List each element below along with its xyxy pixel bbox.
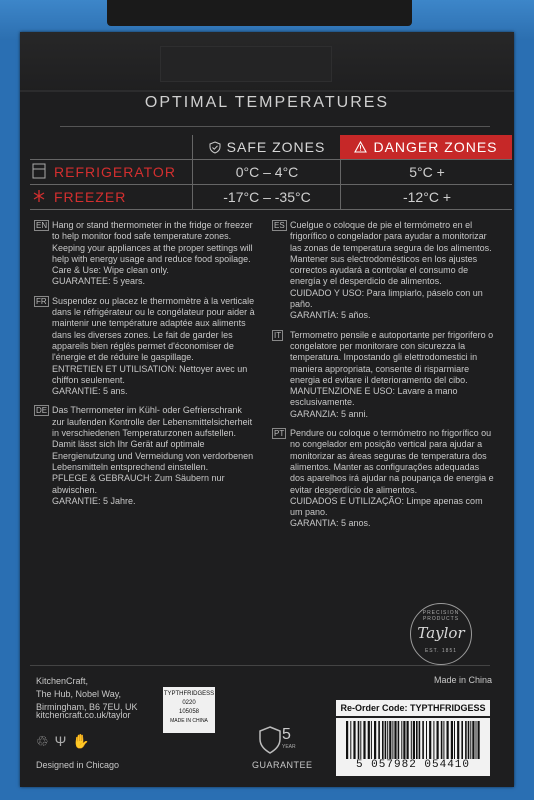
- row-label: REFRIGERATOR: [54, 164, 176, 180]
- guarantee-text: GARANTIE: 5 ans.: [52, 386, 128, 397]
- recycling-symbols: [36, 733, 90, 750]
- barcode-bar: [443, 721, 444, 759]
- warning-icon: [354, 141, 367, 153]
- instruction-block: [34, 296, 256, 398]
- origin-text: MADE IN CHINA: [170, 718, 208, 724]
- barcode-bar: [476, 721, 477, 759]
- care-text: CUIDADOS E UTILIZAÇÃO: Limpe apenas com um pano.: [290, 495, 483, 518]
- barcode-bar: [353, 721, 355, 759]
- barcode-bar: [401, 721, 402, 759]
- barcode-bar: [360, 721, 361, 759]
- shield-check-icon: [209, 141, 221, 154]
- language-code: FR: [36, 296, 47, 306]
- fridge-icon: [32, 163, 46, 179]
- guarantee-year-label: YEAR: [282, 744, 296, 750]
- barcode-bar: [368, 721, 370, 759]
- instruction-text: Cuelgue o coloque de pie el termómetro en el frigorífico o congelador para ayudar a monitorizar las zonas de temperatura segura de los alimentos. Mantener sus electrodomésticos en los ajustes correctos ayudará a controlar el consumo de energía y el desperdicio de alimentos.: [290, 220, 492, 287]
- language-code: PT: [274, 429, 285, 439]
- barcode-bar: [470, 721, 471, 759]
- barcode-bar: [389, 721, 391, 759]
- top-flap: [20, 32, 514, 92]
- barcode-bar: [413, 721, 415, 759]
- guarantee-text: GARANTIA: 5 anos.: [290, 518, 371, 529]
- care-text: PFLEGE & GEBRAUCH: Zum Säubern nur abwischen.: [52, 473, 225, 495]
- barcode-bar: [478, 721, 480, 759]
- barcode-bar: [346, 721, 348, 759]
- item-number: 105058: [178, 709, 200, 715]
- table-row: [30, 185, 512, 209]
- barcode-bar: [454, 721, 455, 759]
- food-safe-icon: Ψ: [54, 733, 67, 749]
- guarantee-text: GUARANTEE: 5 years.: [52, 276, 146, 287]
- page-title: OPTIMAL TEMPERATURES: [144, 94, 390, 111]
- barcode-bar: [407, 721, 409, 759]
- care-text: CUIDADO Y USO: Para limpiarlo, páselo con un paño.: [290, 287, 483, 310]
- barcode-bar: [451, 721, 453, 759]
- safe-zones-header: [192, 135, 341, 159]
- barcode-bar: [392, 721, 393, 759]
- table-rule: [30, 209, 512, 210]
- row-label: FREEZER: [54, 189, 127, 205]
- barcode-bar: [419, 721, 421, 759]
- instruction-text: Pendure ou coloque o termómetro no frigorífico ou no congelador em posição vertical para ajudar a monitorizar as áreas seguras de temperatura dos alimentos. Manter as configurações adequadas dos aparelhos irá ajudar na poupança de energia e evitar desperdício de alimentos.: [290, 428, 494, 495]
- sku-text: TYPTHFRIDGESS: [163, 691, 215, 697]
- seal-top-text: PRECISION PRODUCTS: [422, 610, 460, 622]
- brand-logo: Taylor: [417, 624, 465, 642]
- barcode-bar: [358, 721, 360, 759]
- footer-divider: [30, 665, 490, 666]
- address-line: The Hub, Nobel Way,: [36, 689, 122, 699]
- made-in-text: Made in China: [434, 675, 493, 685]
- instruction-block: [272, 330, 494, 420]
- language-code: IT: [274, 330, 282, 340]
- guarantee-years: 5: [282, 726, 291, 743]
- barcode-bar: [447, 721, 449, 759]
- hand-wash-icon: ✋: [72, 733, 90, 749]
- barcode-bar: [403, 721, 405, 759]
- barcode-bar: [429, 721, 431, 759]
- barcode-panel: [336, 718, 490, 776]
- instruction-block: [34, 220, 256, 288]
- address-line: Birmingham, B6 7EU, UK: [36, 702, 138, 712]
- barcode-bar: [437, 721, 439, 759]
- recycle-icon: ♲: [36, 733, 49, 749]
- barcode-bar: [472, 721, 474, 759]
- barcode-bar: [350, 721, 351, 759]
- barcode-bar: [387, 721, 388, 759]
- barcode-bar: [398, 721, 400, 759]
- guarantee-text: GARANTÍA: 5 años.: [290, 310, 371, 321]
- shield-icon: [258, 726, 282, 754]
- safe-range: 0°C – 4°C: [192, 160, 341, 184]
- reorder-code: Re-Order Code: TYPTHFRIDGESS: [336, 700, 490, 716]
- website-link[interactable]: kitchencraft.co.uk/taylor: [36, 710, 131, 720]
- barcode-bar: [394, 721, 396, 759]
- danger-range: 5°C +: [340, 160, 513, 184]
- barcode-bar: [441, 721, 443, 759]
- barcode: [344, 721, 482, 759]
- barcode-bar: [371, 721, 372, 759]
- guarantee-text: GARANTIE: 5 Jahre.: [52, 495, 136, 506]
- guarantee-text: GARANZIA: 5 anni.: [290, 408, 369, 419]
- guarantee-label: GUARANTEE: [252, 760, 313, 770]
- instructions-right: [272, 220, 494, 538]
- address-line: KitchenCraft,: [36, 676, 89, 686]
- batch-text: 0220: [182, 700, 196, 706]
- care-text: ENTRETIEN ET UTILISATION: Nettoyer avec un chiffon seulement.: [52, 363, 248, 385]
- language-code: ES: [274, 221, 285, 230]
- barcode-bar: [363, 721, 365, 759]
- barcode-bar: [416, 721, 418, 759]
- barcode-bar: [465, 721, 467, 759]
- instruction-text: Suspendez ou placez le thermomètre à la verticale dans le réfrigérateur ou le congélateur pour aider à maintenir une température adaptée aux aliments dans les diverses zones. Le fait de garder les appareils bien réglés permet d'économiser de l'énergie et de réduire le gaspillage.: [52, 295, 255, 363]
- snowflake-icon: [32, 188, 46, 204]
- barcode-bar: [457, 721, 459, 759]
- danger-zones-header: [340, 135, 512, 159]
- barcode-number: 5 057982 054410: [355, 759, 471, 771]
- barcode-bar: [426, 721, 427, 759]
- barcode-bar: [433, 721, 434, 759]
- barcode-bar: [468, 721, 470, 759]
- company-address: [36, 675, 138, 714]
- instruction-block: [272, 428, 494, 530]
- instruction-text: Hang or stand thermometer in the fridge or freezer to help monitor food safe temperature zones. Keeping your appliances at the proper settings will help with energy usage and reduce food spoilage.: [52, 220, 253, 264]
- product-label-sticker: [163, 687, 215, 733]
- designed-in: Designed in Chicago: [36, 760, 120, 770]
- seal-bottom-text: EST. 1851: [424, 648, 458, 654]
- care-text: MANUTENZIONE E USO: Lavare a mano esclusivamente.: [290, 386, 458, 408]
- care-text: Care & Use: Wipe clean only.: [52, 265, 169, 276]
- barcode-bar: [374, 721, 376, 759]
- barcode-bar: [422, 721, 424, 759]
- hang-tab: [107, 0, 412, 26]
- language-code: EN: [36, 221, 48, 230]
- safe-zones-label: SAFE ZONES: [226, 139, 326, 155]
- safe-range: -17°C – -35°C: [192, 185, 341, 209]
- brand-seal: [410, 603, 472, 665]
- language-code: DE: [36, 406, 48, 416]
- barcode-bar: [385, 721, 387, 759]
- instruction-block: [34, 405, 256, 507]
- barcode-bar: [411, 721, 412, 759]
- instructions-left: [34, 220, 256, 515]
- danger-zones-label: DANGER ZONES: [373, 139, 498, 155]
- barcode-bar: [382, 721, 384, 759]
- instruction-text: Termometro pensile e autoportante per frigorifero o congelatore per monitorare con sicurezza la temperatura. Impostando gli elettrodomestici in maniera appropriata, consente di risparmiare energia ed evitare il deterioramento del cibo.: [290, 329, 494, 385]
- guarantee-badge: [252, 726, 312, 776]
- danger-range: -12°C +: [340, 185, 513, 209]
- barcode-bar: [378, 721, 380, 759]
- instruction-block: [272, 220, 494, 322]
- title-divider: [60, 126, 490, 127]
- instruction-text: Das Thermometer im Kühl- oder Gefrierschrank zur laufenden Kontrolle der Lebensmittelsicherheit in verschiedenen Temperaturzonen aufstellen. Damit lässt sich Ihr Gerät auf optimale Energienutzung und Vermeidung von verdorbenen Lebensmitteln entsprechend einstellen.: [52, 405, 254, 472]
- barcode-bar: [461, 721, 463, 759]
- table-row: [30, 160, 512, 184]
